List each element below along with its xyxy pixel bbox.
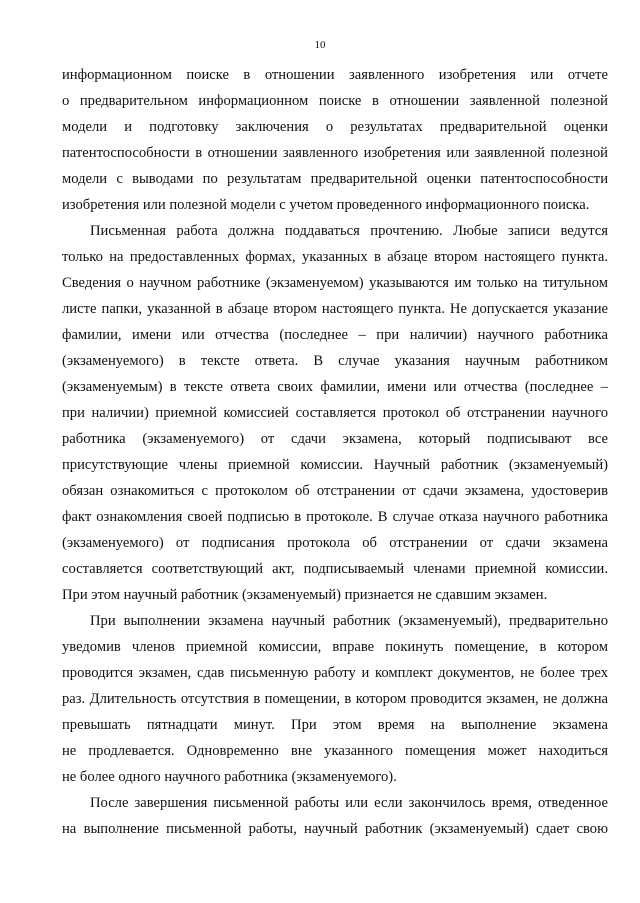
text-line: фамилии, имени или отчества (последнее – при наличии) научного работника [62,327,608,343]
text-line: только на предоставленных формах, указанных в абзаце втором настоящего пункта. [62,249,608,265]
text-line: После завершения письменной работы или если закончилось время, отведенное [90,795,608,811]
text-line: Сведения о научном работнике (экзаменуемом) указываются им только на титульном [62,275,608,291]
document-body [62,62,608,842]
text-line: не продлевается. Одновременно вне указанного помещения может находиться [62,743,608,759]
text-line: модели и подготовку заключения о результатах предварительной оценки [62,119,608,135]
page-number: 10 [314,39,326,51]
text-line: изобретения или полезной модели с учетом проведенного информационного поиска. [62,197,590,213]
text-line: (экзаменуемого) от подписания протокола об отстранении от сдачи экзамена [62,535,608,551]
text-line: о предварительном информационном поиске в отношении заявленной полезной [62,93,608,109]
text-line: модели с выводами по результатам предварительной оценки патентоспособности [62,171,608,187]
text-line: информационном поиске в отношении заявленного изобретения или отчете [62,67,608,83]
text-line: обязан ознакомиться с протоколом об отстранении от сдачи экзамена, удостоверив [62,483,608,499]
text-line: При выполнении экзамена научный работник (экзаменуемый), предварительно [90,613,608,629]
text-line: патентоспособности в отношении заявленного изобретения или заявленной полезной [62,145,608,161]
text-line: Письменная работа должна поддаваться прочтению. Любые записи ведутся [90,223,608,239]
text-line: При этом научный работник (экзаменуемый) признается не сдавшим экзамен. [62,587,548,603]
text-line: составляется соответствующий акт, подписываемый членами приемной комиссии. [62,561,608,577]
text-line: присутствующие члены приемной комиссии. Научный работник (экзаменуемый) [62,457,608,473]
text-line: уведомив членов приемной комиссии, вправе покинуть помещение, в котором [62,639,608,655]
text-line: на выполнение письменной работы, научный работник (экзаменуемый) сдает свою [62,821,608,837]
text-line: не более одного научного работника (экзаменуемого). [62,769,397,785]
text-line: листе папки, указанной в абзаце втором настоящего пункта. Не допускается указание [62,301,608,317]
text-line: факт ознакомления своей подписью в протоколе. В случае отказа научного работника [62,509,608,525]
text-line: раз. Длительность отсутствия в помещении, в котором проводится экзамен, не должна [62,691,608,707]
text-line: при наличии) приемной комиссией составляется протокол об отстранении научного [62,405,608,421]
text-line: (экзаменуемого) в тексте ответа. В случае указания научным работником [62,353,608,369]
text-line: превышать пятнадцати минут. При этом время на выполнение экзамена [62,717,608,733]
text-line: работника (экзаменуемого) от сдачи экзамена, который подписывают все [62,431,608,447]
text-line: (экзаменуемым) в тексте ответа своих фамилии, имени или отчества (последнее – [62,379,608,395]
text-line: проводится экзамен, сдав письменную работу и комплект документов, не более трех [62,665,608,681]
